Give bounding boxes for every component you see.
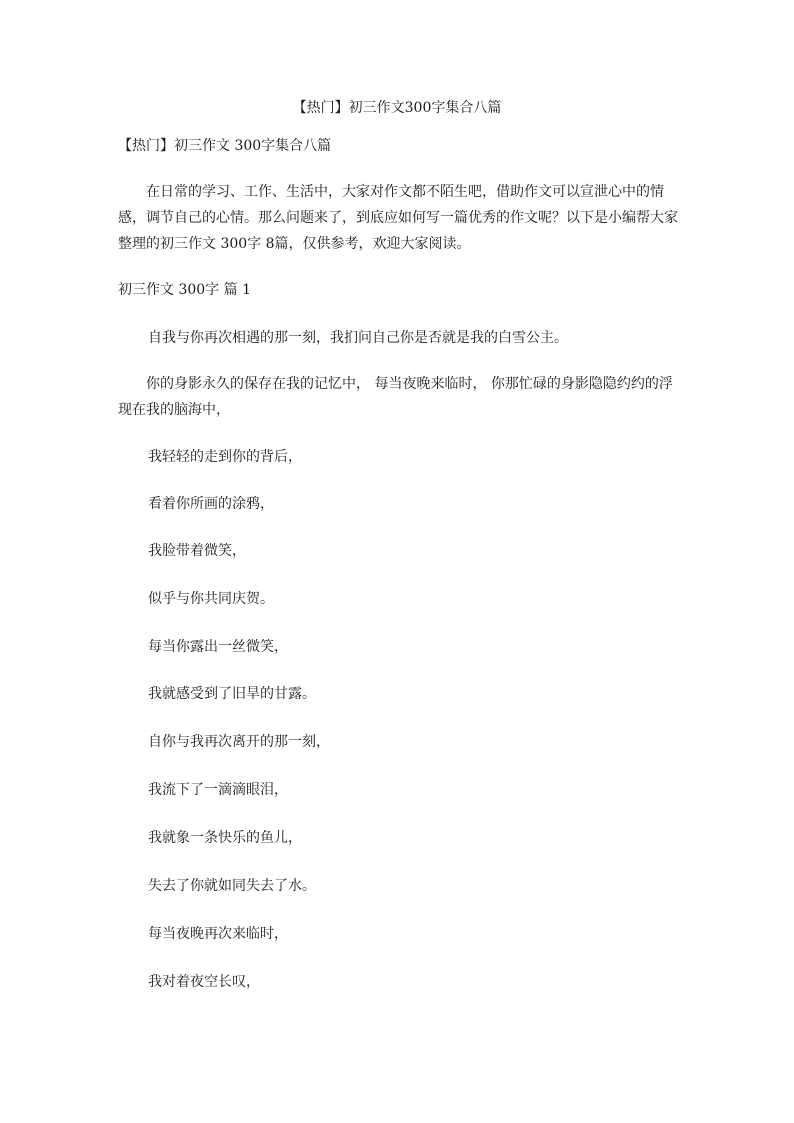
paragraph-13: 每当夜晚再次来临时，: [148, 926, 288, 942]
paragraph-11: 我就象一条快乐的鱼儿，: [148, 830, 302, 846]
paragraph-12: 失去了你就如同失去了水。: [148, 878, 316, 894]
paragraph-10: 我流下了一滴滴眼泪，: [148, 782, 288, 798]
paragraph-7: 每当你露出一丝微笑，: [148, 639, 288, 655]
section-heading: 初三作文 300字 篇 1: [118, 282, 251, 298]
paragraph-3: 我轻轻的走到你的背后，: [148, 449, 302, 465]
paragraph-9: 自你与我再次离开的那一刻，: [148, 734, 330, 750]
document-title: 【热门】初三作文300字集合八篇: [292, 100, 502, 116]
document-subtitle: 【热门】初三作文 300字集合八篇: [118, 138, 332, 154]
paragraph-5: 我脸带着微笑，: [148, 543, 246, 559]
paragraph-1: 自我与你再次相遇的那一刻，我扪问自己你是否就是我的白雪公主。: [148, 330, 568, 346]
paragraph-8: 我就感受到了旧旱的甘露。: [148, 686, 316, 702]
paragraph-4: 看着你所画的涂鸦，: [148, 496, 274, 512]
paragraph-6: 似乎与你共同庆贺。: [148, 591, 274, 607]
intro-paragraph: 在日常的学习、工作、生活中，大家对作文都不陌生吧，借助作文可以宣泄心中的情感，调节自己的心情。那么问题来了，到底应如何写一篇优秀的作文呢？以下是小编帮大家整理的初三作文 300字 8篇，仅供参考，欢迎大家阅读。: [118, 184, 678, 252]
paragraph-14: 我对着夜空长叹，: [148, 974, 260, 990]
paragraph-2: 你的身影永久的保存在我的记忆中， 每当夜晚来临时， 你那忙碌的身影隐隐约约的浮现在我的脑海中，: [118, 376, 673, 418]
